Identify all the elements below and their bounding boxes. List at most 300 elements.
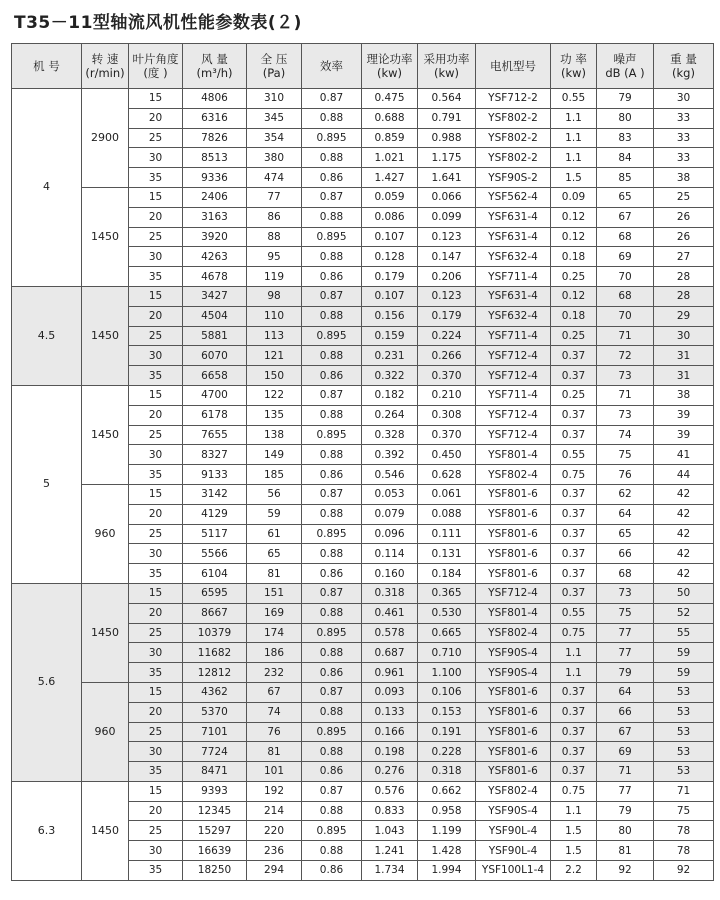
cell-adopted-power: 0.066 xyxy=(418,187,476,207)
cell-airflow: 6595 xyxy=(183,583,247,603)
cell-airflow: 5566 xyxy=(183,544,247,564)
cell-weight: 42 xyxy=(654,524,714,544)
cell-airflow: 6316 xyxy=(183,108,247,128)
model-group xyxy=(12,583,714,781)
cell-efficiency: 0.87 xyxy=(302,781,362,801)
header-motor-power xyxy=(551,44,597,89)
cell-efficiency: 0.895 xyxy=(302,425,362,445)
cell-pressure: 169 xyxy=(247,603,302,623)
cell-motor-model: YSF802-2 xyxy=(476,108,551,128)
cell-blade-angle: 30 xyxy=(129,148,183,168)
cell-weight: 44 xyxy=(654,465,714,485)
cell-blade-angle: 30 xyxy=(129,445,183,465)
cell-adopted-power: 0.153 xyxy=(418,702,476,722)
cell-noise: 64 xyxy=(597,682,654,702)
cell-pressure: 185 xyxy=(247,465,302,485)
header-text: 噪声 xyxy=(613,52,637,66)
cell-noise: 69 xyxy=(597,742,654,762)
cell-weight: 71 xyxy=(654,781,714,801)
cell-adopted-power: 0.370 xyxy=(418,366,476,386)
cell-adopted-power: 1.199 xyxy=(418,821,476,841)
cell-airflow: 7655 xyxy=(183,425,247,445)
cell-adopted-power: 0.106 xyxy=(418,682,476,702)
cell-adopted-power: 0.228 xyxy=(418,742,476,762)
cell-motor-model: YSF631-4 xyxy=(476,286,551,306)
cell-weight: 33 xyxy=(654,108,714,128)
cell-pressure: 74 xyxy=(247,702,302,722)
header-text: (m³/h) xyxy=(196,66,233,80)
cell-theoretical-power: 0.687 xyxy=(362,643,418,663)
table-row xyxy=(12,89,714,109)
cell-motor-model: YSF712-2 xyxy=(476,89,551,109)
cell-noise: 84 xyxy=(597,148,654,168)
cell-motor-power: 0.37 xyxy=(551,702,597,722)
cell-blade-angle: 15 xyxy=(129,781,183,801)
cell-noise: 68 xyxy=(597,227,654,247)
speed-cell: 1450 xyxy=(82,187,129,286)
cell-weight: 31 xyxy=(654,346,714,366)
cell-weight: 52 xyxy=(654,603,714,623)
cell-motor-power: 0.37 xyxy=(551,682,597,702)
cell-theoretical-power: 0.231 xyxy=(362,346,418,366)
cell-adopted-power: 0.206 xyxy=(418,267,476,287)
cell-airflow: 7826 xyxy=(183,128,247,148)
cell-blade-angle: 25 xyxy=(129,623,183,643)
cell-theoretical-power: 0.859 xyxy=(362,128,418,148)
cell-pressure: 56 xyxy=(247,484,302,504)
cell-motor-power: 0.37 xyxy=(551,484,597,504)
cell-motor-power: 1.5 xyxy=(551,821,597,841)
cell-blade-angle: 15 xyxy=(129,682,183,702)
cell-blade-angle: 25 xyxy=(129,524,183,544)
cell-pressure: 236 xyxy=(247,841,302,861)
cell-motor-model: YSF90L-4 xyxy=(476,841,551,861)
cell-blade-angle: 35 xyxy=(129,267,183,287)
cell-noise: 70 xyxy=(597,267,654,287)
cell-pressure: 81 xyxy=(247,564,302,584)
cell-efficiency: 0.86 xyxy=(302,762,362,782)
cell-adopted-power: 0.131 xyxy=(418,544,476,564)
cell-weight: 53 xyxy=(654,682,714,702)
cell-airflow: 9133 xyxy=(183,465,247,485)
cell-motor-power: 2.2 xyxy=(551,861,597,881)
cell-efficiency: 0.895 xyxy=(302,128,362,148)
cell-noise: 76 xyxy=(597,465,654,485)
cell-theoretical-power: 1.427 xyxy=(362,168,418,188)
cell-efficiency: 0.88 xyxy=(302,603,362,623)
cell-motor-power: 1.1 xyxy=(551,801,597,821)
cell-blade-angle: 25 xyxy=(129,425,183,445)
cell-airflow: 18250 xyxy=(183,861,247,881)
cell-adopted-power: 0.266 xyxy=(418,346,476,366)
cell-airflow: 4362 xyxy=(183,682,247,702)
cell-motor-model: YSF90S-2 xyxy=(476,168,551,188)
table-row xyxy=(12,682,714,702)
cell-noise: 77 xyxy=(597,643,654,663)
table-row xyxy=(12,781,714,801)
cell-pressure: 76 xyxy=(247,722,302,742)
cell-adopted-power: 0.179 xyxy=(418,306,476,326)
cell-motor-model: YSF712-4 xyxy=(476,405,551,425)
cell-efficiency: 0.87 xyxy=(302,187,362,207)
cell-airflow: 4263 xyxy=(183,247,247,267)
cell-motor-power: 0.25 xyxy=(551,326,597,346)
cell-pressure: 135 xyxy=(247,405,302,425)
cell-motor-model: YSF711-4 xyxy=(476,326,551,346)
cell-efficiency: 0.86 xyxy=(302,168,362,188)
cell-efficiency: 0.895 xyxy=(302,623,362,643)
cell-motor-power: 1.1 xyxy=(551,128,597,148)
table-row xyxy=(12,583,714,603)
cell-motor-model: YSF712-4 xyxy=(476,346,551,366)
cell-weight: 39 xyxy=(654,405,714,425)
cell-adopted-power: 0.662 xyxy=(418,781,476,801)
cell-blade-angle: 30 xyxy=(129,544,183,564)
cell-motor-model: YSF801-6 xyxy=(476,722,551,742)
header-speed xyxy=(82,44,129,89)
header-text: 理论功率 xyxy=(366,52,413,66)
cell-adopted-power: 0.791 xyxy=(418,108,476,128)
cell-pressure: 138 xyxy=(247,425,302,445)
cell-motor-power: 0.37 xyxy=(551,742,597,762)
cell-weight: 42 xyxy=(654,544,714,564)
cell-airflow: 9393 xyxy=(183,781,247,801)
header-text: dB (A ) xyxy=(605,66,645,80)
cell-pressure: 474 xyxy=(247,168,302,188)
cell-efficiency: 0.895 xyxy=(302,326,362,346)
cell-airflow: 16639 xyxy=(183,841,247,861)
cell-airflow: 12345 xyxy=(183,801,247,821)
cell-noise: 71 xyxy=(597,385,654,405)
cell-efficiency: 0.88 xyxy=(302,346,362,366)
cell-efficiency: 0.88 xyxy=(302,108,362,128)
table-row xyxy=(12,187,714,207)
model-cell: 4.5 xyxy=(12,286,82,385)
cell-adopted-power: 0.111 xyxy=(418,524,476,544)
cell-adopted-power: 1.100 xyxy=(418,663,476,683)
header-airflow xyxy=(183,44,247,89)
cell-noise: 75 xyxy=(597,445,654,465)
speed-cell: 1450 xyxy=(82,286,129,385)
cell-motor-model: YSF562-4 xyxy=(476,187,551,207)
cell-pressure: 174 xyxy=(247,623,302,643)
table-row xyxy=(12,385,714,405)
cell-motor-power: 0.55 xyxy=(551,603,597,623)
cell-adopted-power: 1.641 xyxy=(418,168,476,188)
header-text: 功 率 xyxy=(560,52,587,66)
header-text: 效率 xyxy=(320,59,343,73)
cell-theoretical-power: 0.053 xyxy=(362,484,418,504)
cell-adopted-power: 0.564 xyxy=(418,89,476,109)
cell-weight: 78 xyxy=(654,821,714,841)
cell-pressure: 86 xyxy=(247,207,302,227)
cell-weight: 26 xyxy=(654,207,714,227)
cell-airflow: 7101 xyxy=(183,722,247,742)
header-text: (kw) xyxy=(560,66,587,80)
cell-motor-power: 0.37 xyxy=(551,504,597,524)
cell-weight: 59 xyxy=(654,663,714,683)
cell-blade-angle: 30 xyxy=(129,841,183,861)
header-model xyxy=(12,44,82,89)
cell-theoretical-power: 0.198 xyxy=(362,742,418,762)
cell-motor-model: YSF90S-4 xyxy=(476,801,551,821)
cell-adopted-power: 0.224 xyxy=(418,326,476,346)
cell-weight: 42 xyxy=(654,564,714,584)
cell-weight: 25 xyxy=(654,187,714,207)
cell-theoretical-power: 0.328 xyxy=(362,425,418,445)
cell-adopted-power: 1.428 xyxy=(418,841,476,861)
cell-efficiency: 0.88 xyxy=(302,702,362,722)
cell-airflow: 11682 xyxy=(183,643,247,663)
cell-pressure: 61 xyxy=(247,524,302,544)
cell-motor-power: 0.12 xyxy=(551,286,597,306)
cell-motor-model: YSF90L-4 xyxy=(476,821,551,841)
cell-efficiency: 0.88 xyxy=(302,742,362,762)
cell-theoretical-power: 0.079 xyxy=(362,504,418,524)
cell-airflow: 7724 xyxy=(183,742,247,762)
cell-efficiency: 0.86 xyxy=(302,564,362,584)
header-text: (kw) xyxy=(433,66,460,80)
cell-efficiency: 0.87 xyxy=(302,484,362,504)
header-text: 风 量 xyxy=(201,52,228,66)
model-cell: 5.6 xyxy=(12,583,82,781)
speed-cell: 1450 xyxy=(82,583,129,682)
cell-noise: 66 xyxy=(597,702,654,722)
cell-motor-power: 0.37 xyxy=(551,722,597,742)
cell-theoretical-power: 0.156 xyxy=(362,306,418,326)
cell-theoretical-power: 0.578 xyxy=(362,623,418,643)
cell-theoretical-power: 0.086 xyxy=(362,207,418,227)
header-text: 采用功率 xyxy=(423,52,470,66)
cell-blade-angle: 25 xyxy=(129,821,183,841)
cell-airflow: 4678 xyxy=(183,267,247,287)
cell-noise: 64 xyxy=(597,504,654,524)
cell-motor-power: 0.75 xyxy=(551,623,597,643)
cell-theoretical-power: 0.159 xyxy=(362,326,418,346)
cell-weight: 38 xyxy=(654,168,714,188)
cell-motor-model: YSF711-4 xyxy=(476,267,551,287)
cell-motor-model: YSF801-6 xyxy=(476,702,551,722)
cell-airflow: 8513 xyxy=(183,148,247,168)
cell-weight: 59 xyxy=(654,643,714,663)
cell-theoretical-power: 0.096 xyxy=(362,524,418,544)
header-pressure xyxy=(247,44,302,89)
cell-noise: 79 xyxy=(597,801,654,821)
cell-blade-angle: 15 xyxy=(129,583,183,603)
cell-motor-power: 0.12 xyxy=(551,227,597,247)
cell-pressure: 220 xyxy=(247,821,302,841)
page-title: T35－11型轴流风机性能参数表(２) xyxy=(14,13,302,33)
header-text: 叶片角度 xyxy=(132,52,179,66)
cell-motor-power: 0.55 xyxy=(551,89,597,109)
cell-theoretical-power: 0.392 xyxy=(362,445,418,465)
cell-adopted-power: 0.370 xyxy=(418,425,476,445)
cell-adopted-power: 0.665 xyxy=(418,623,476,643)
cell-efficiency: 0.86 xyxy=(302,366,362,386)
cell-blade-angle: 20 xyxy=(129,702,183,722)
cell-motor-model: YSF801-6 xyxy=(476,524,551,544)
cell-noise: 62 xyxy=(597,484,654,504)
cell-theoretical-power: 0.133 xyxy=(362,702,418,722)
cell-motor-power: 1.1 xyxy=(551,148,597,168)
cell-pressure: 113 xyxy=(247,326,302,346)
cell-blade-angle: 30 xyxy=(129,643,183,663)
speed-cell: 1450 xyxy=(82,781,129,880)
cell-blade-angle: 15 xyxy=(129,484,183,504)
cell-theoretical-power: 0.576 xyxy=(362,781,418,801)
cell-weight: 33 xyxy=(654,148,714,168)
cell-efficiency: 0.88 xyxy=(302,405,362,425)
cell-adopted-power: 0.061 xyxy=(418,484,476,504)
cell-blade-angle: 35 xyxy=(129,762,183,782)
cell-weight: 28 xyxy=(654,267,714,287)
cell-blade-angle: 15 xyxy=(129,385,183,405)
cell-motor-model: YSF801-6 xyxy=(476,484,551,504)
cell-noise: 85 xyxy=(597,168,654,188)
cell-blade-angle: 20 xyxy=(129,603,183,623)
cell-theoretical-power: 1.043 xyxy=(362,821,418,841)
cell-adopted-power: 0.184 xyxy=(418,564,476,584)
cell-motor-power: 0.37 xyxy=(551,524,597,544)
cell-motor-power: 0.55 xyxy=(551,445,597,465)
cell-weight: 39 xyxy=(654,425,714,445)
cell-pressure: 81 xyxy=(247,742,302,762)
cell-noise: 73 xyxy=(597,405,654,425)
cell-blade-angle: 35 xyxy=(129,366,183,386)
cell-motor-model: YSF100L1-4 xyxy=(476,861,551,881)
cell-efficiency: 0.87 xyxy=(302,682,362,702)
cell-noise: 77 xyxy=(597,623,654,643)
cell-noise: 68 xyxy=(597,564,654,584)
cell-motor-model: YSF631-4 xyxy=(476,207,551,227)
cell-pressure: 95 xyxy=(247,247,302,267)
cell-theoretical-power: 0.688 xyxy=(362,108,418,128)
cell-theoretical-power: 0.107 xyxy=(362,286,418,306)
cell-efficiency: 0.87 xyxy=(302,286,362,306)
cell-pressure: 345 xyxy=(247,108,302,128)
cell-noise: 65 xyxy=(597,187,654,207)
cell-noise: 77 xyxy=(597,781,654,801)
cell-weight: 27 xyxy=(654,247,714,267)
cell-theoretical-power: 0.166 xyxy=(362,722,418,742)
cell-efficiency: 0.88 xyxy=(302,247,362,267)
cell-airflow: 5881 xyxy=(183,326,247,346)
cell-airflow: 4806 xyxy=(183,89,247,109)
cell-weight: 53 xyxy=(654,742,714,762)
cell-blade-angle: 30 xyxy=(129,742,183,762)
cell-theoretical-power: 0.114 xyxy=(362,544,418,564)
cell-theoretical-power: 0.107 xyxy=(362,227,418,247)
cell-efficiency: 0.88 xyxy=(302,148,362,168)
cell-noise: 79 xyxy=(597,89,654,109)
cell-motor-power: 0.75 xyxy=(551,781,597,801)
cell-blade-angle: 20 xyxy=(129,306,183,326)
cell-theoretical-power: 0.322 xyxy=(362,366,418,386)
cell-motor-model: YSF801-6 xyxy=(476,544,551,564)
cell-efficiency: 0.895 xyxy=(302,227,362,247)
cell-weight: 26 xyxy=(654,227,714,247)
cell-pressure: 67 xyxy=(247,682,302,702)
cell-weight: 30 xyxy=(654,89,714,109)
cell-motor-model: YSF801-6 xyxy=(476,564,551,584)
model-group xyxy=(12,385,714,583)
cell-efficiency: 0.87 xyxy=(302,89,362,109)
header-blade-angle xyxy=(129,44,183,89)
cell-theoretical-power: 0.461 xyxy=(362,603,418,623)
cell-adopted-power: 0.710 xyxy=(418,643,476,663)
cell-motor-power: 0.37 xyxy=(551,405,597,425)
cell-adopted-power: 0.191 xyxy=(418,722,476,742)
cell-efficiency: 0.86 xyxy=(302,267,362,287)
cell-airflow: 4504 xyxy=(183,306,247,326)
model-group xyxy=(12,89,714,287)
header-text: (r/min) xyxy=(85,66,125,80)
header-text: (Pa) xyxy=(262,66,286,80)
cell-noise: 73 xyxy=(597,366,654,386)
cell-pressure: 110 xyxy=(247,306,302,326)
cell-theoretical-power: 0.128 xyxy=(362,247,418,267)
cell-adopted-power: 0.318 xyxy=(418,762,476,782)
cell-airflow: 6178 xyxy=(183,405,247,425)
cell-noise: 72 xyxy=(597,346,654,366)
header-text: 全 压 xyxy=(260,52,288,66)
cell-weight: 50 xyxy=(654,583,714,603)
cell-noise: 75 xyxy=(597,603,654,623)
cell-noise: 67 xyxy=(597,207,654,227)
cell-airflow: 3920 xyxy=(183,227,247,247)
cell-adopted-power: 0.088 xyxy=(418,504,476,524)
cell-adopted-power: 0.123 xyxy=(418,286,476,306)
cell-airflow: 6658 xyxy=(183,366,247,386)
cell-weight: 30 xyxy=(654,326,714,346)
cell-efficiency: 0.895 xyxy=(302,821,362,841)
cell-motor-power: 0.18 xyxy=(551,306,597,326)
cell-motor-model: YSF712-4 xyxy=(476,366,551,386)
cell-efficiency: 0.86 xyxy=(302,465,362,485)
cell-motor-model: YSF802-2 xyxy=(476,128,551,148)
cell-pressure: 150 xyxy=(247,366,302,386)
cell-airflow: 4129 xyxy=(183,504,247,524)
cell-airflow: 3142 xyxy=(183,484,247,504)
cell-theoretical-power: 0.276 xyxy=(362,762,418,782)
cell-noise: 65 xyxy=(597,524,654,544)
cell-motor-model: YSF802-2 xyxy=(476,148,551,168)
cell-pressure: 186 xyxy=(247,643,302,663)
cell-weight: 53 xyxy=(654,702,714,722)
cell-blade-angle: 25 xyxy=(129,326,183,346)
cell-weight: 92 xyxy=(654,861,714,881)
cell-motor-power: 1.5 xyxy=(551,168,597,188)
cell-noise: 71 xyxy=(597,762,654,782)
cell-adopted-power: 1.994 xyxy=(418,861,476,881)
cell-weight: 75 xyxy=(654,801,714,821)
cell-theoretical-power: 0.833 xyxy=(362,801,418,821)
cell-adopted-power: 0.628 xyxy=(418,465,476,485)
cell-motor-power: 0.37 xyxy=(551,544,597,564)
speed-cell: 1450 xyxy=(82,385,129,484)
cell-noise: 66 xyxy=(597,544,654,564)
cell-airflow: 12812 xyxy=(183,663,247,683)
cell-adopted-power: 0.210 xyxy=(418,385,476,405)
cell-motor-model: YSF801-4 xyxy=(476,603,551,623)
cell-weight: 78 xyxy=(654,841,714,861)
cell-motor-model: YSF712-4 xyxy=(476,583,551,603)
cell-efficiency: 0.87 xyxy=(302,385,362,405)
cell-theoretical-power: 1.241 xyxy=(362,841,418,861)
cell-efficiency: 0.88 xyxy=(302,504,362,524)
cell-airflow: 15297 xyxy=(183,821,247,841)
cell-pressure: 121 xyxy=(247,346,302,366)
